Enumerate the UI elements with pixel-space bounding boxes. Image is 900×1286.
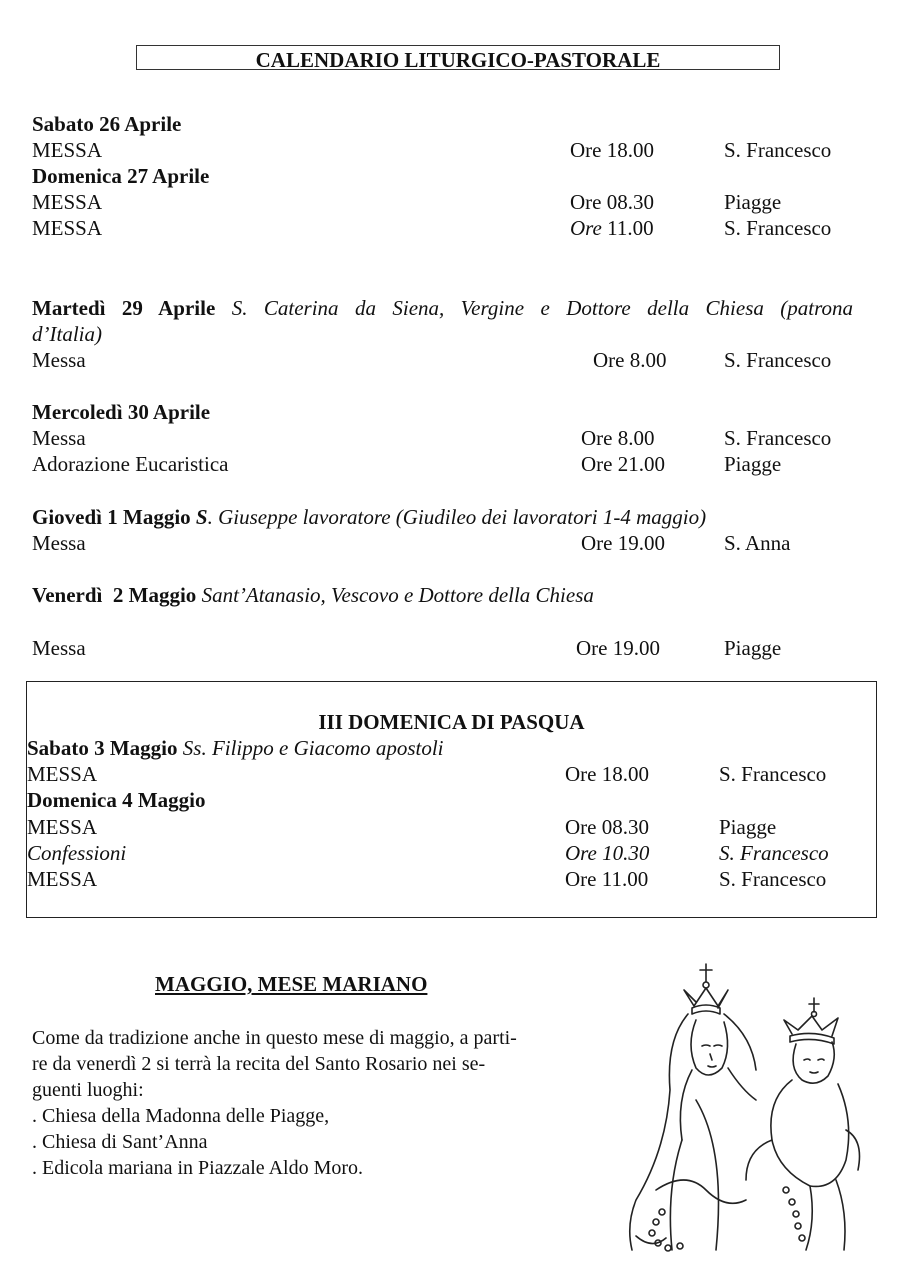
event-place: S. Anna <box>724 531 791 555</box>
event-place: S. Francesco <box>719 762 827 786</box>
event-time: Ore 18.00 <box>570 138 654 162</box>
paragraph-line: re da venerdì 2 si terrà la recita del Santo Rosario nei se- <box>32 1053 486 1075</box>
day-heading: Martedì 29 Aprile <box>32 296 216 320</box>
event-name: Messa <box>32 531 86 555</box>
event-name: Adorazione Eucaristica <box>32 452 229 476</box>
event-name: MESSA <box>27 762 98 786</box>
list-item: . Chiesa della Madonna delle Piagge, <box>32 1105 330 1127</box>
event-place: S. Francesco <box>724 138 832 162</box>
event-place: Piagge <box>724 636 782 660</box>
event-time: Ore 18.00 <box>565 762 649 786</box>
event-time: Ore 21.00 <box>581 452 665 476</box>
day-description: . Giuseppe lavoratore (Giudileo dei lavoratori 1-4 maggio) <box>207 505 707 529</box>
event-name: Messa <box>32 426 86 450</box>
event-place: Piagge <box>724 190 782 214</box>
event-time: Ore 08.30 <box>570 190 654 214</box>
easter-sunday-box <box>26 681 877 918</box>
event-name: Messa <box>32 348 86 372</box>
event-place: S. Francesco <box>724 426 832 450</box>
event-name: MESSA <box>27 815 98 839</box>
event-name: MESSA <box>27 867 98 891</box>
event-place: Piagge <box>724 452 782 476</box>
event-time-prefix: Ore <box>570 216 602 240</box>
day-heading: Giovedì 1 Maggio <box>32 505 191 529</box>
section-title: MAGGIO, MESE MARIANO <box>155 972 428 996</box>
event-place: S. Francesco <box>719 867 827 891</box>
event-name: MESSA <box>32 138 103 162</box>
day-heading: Mercoledì 30 Aprile <box>32 400 211 424</box>
event-place: S. Francesco <box>724 216 832 240</box>
event-time: Ore 10.30 <box>565 841 650 865</box>
day-heading: Venerdì 2 Maggio <box>32 583 197 607</box>
day-description: Ss. Filippo e Giacomo apostoli <box>182 736 444 760</box>
event-time: Ore 19.00 <box>576 636 660 660</box>
event-time: Ore 08.30 <box>565 815 649 839</box>
event-time: Ore 8.00 <box>581 426 655 450</box>
event-place: S. Francesco <box>724 348 832 372</box>
day-heading: Sabato 26 Aprile <box>32 112 182 136</box>
event-time-value: 11.00 <box>607 216 654 240</box>
event-name: MESSA <box>32 190 103 214</box>
box-heading: III DOMENICA DI PASQUA <box>318 710 585 734</box>
day-line <box>32 504 706 530</box>
day-line <box>27 735 444 761</box>
event-time: Ore 11.00 <box>565 867 649 891</box>
day-description-initial: S <box>195 505 208 529</box>
event-time: Ore 8.00 <box>593 348 667 372</box>
event-name: MESSA <box>32 216 103 240</box>
event-place: S. Francesco <box>719 841 829 865</box>
day-line <box>32 582 594 608</box>
list-item: . Edicola mariana in Piazzale Aldo Moro. <box>32 1157 364 1179</box>
day-description: Sant’Atanasio, Vescovo e Dottore della Chiesa <box>201 583 594 607</box>
event-name: Messa <box>32 636 86 660</box>
madonna-and-child-illustration <box>596 950 886 1260</box>
day-heading: Domenica 4 Maggio <box>27 788 206 812</box>
paragraph-line: guenti luoghi: <box>32 1079 144 1101</box>
page-title: CALENDARIO LITURGICO-PASTORALE <box>136 45 780 70</box>
day-description: S. Caterina da Siena, Vergine e Dottore della Chiesa (patrona <box>231 296 854 320</box>
event-name: Confessioni <box>27 841 127 865</box>
event-time: Ore 19.00 <box>581 531 665 555</box>
day-line <box>32 295 853 321</box>
event-place: Piagge <box>719 815 777 839</box>
event-time <box>570 215 654 241</box>
day-heading: Sabato 3 Maggio <box>27 736 178 760</box>
day-description-cont: d’Italia) <box>32 322 102 346</box>
day-heading: Domenica 27 Aprile <box>32 164 210 188</box>
paragraph-line: Come da tradizione anche in questo mese di maggio, a parti- <box>32 1027 517 1049</box>
list-item: . Chiesa di Sant’Anna <box>32 1131 208 1153</box>
